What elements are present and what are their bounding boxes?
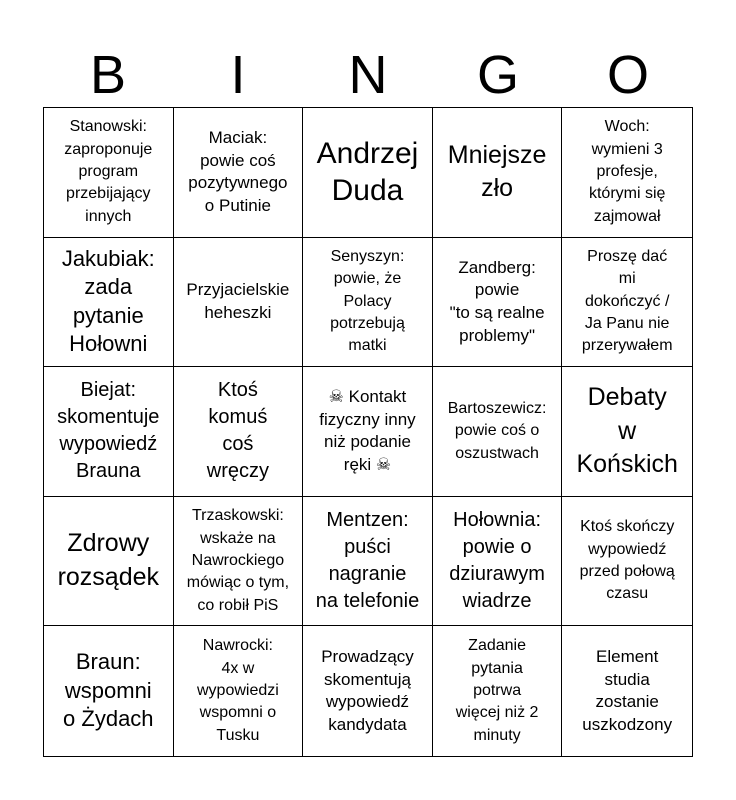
bingo-cell-r2c5[interactable]: Proszę dać mi dokończyć / Ja Panu nie przerywałem	[562, 238, 692, 368]
bingo-grid	[43, 107, 693, 757]
bingo-cell-r3c4[interactable]: Bartoszewicz: powie coś o oszustwach	[433, 367, 563, 497]
bingo-cell-r1c3[interactable]: Andrzej Duda	[303, 108, 433, 238]
bingo-cell-r1c5[interactable]: Woch: wymieni 3 profesje, którymi się zajmował	[562, 108, 692, 238]
bingo-cell-r2c4[interactable]: Zandberg: powie "to są realne problemy"	[433, 238, 563, 368]
header-letter-o: O	[606, 45, 649, 105]
bingo-cell-r1c4[interactable]: Mniejsze zło	[433, 108, 563, 238]
bingo-cell-r2c3[interactable]: Senyszyn: powie, że Polacy potrzebują matki	[303, 238, 433, 368]
bingo-cell-r4c4[interactable]: Hołownia: powie o dziurawym wiadrze	[433, 497, 563, 627]
bingo-cell-r5c5[interactable]: Element studia zostanie uszkodzony	[582, 646, 673, 734]
bingo-cell-r1c2[interactable]: Maciak: powie coś pozytywnego o Putinie	[174, 108, 304, 238]
bingo-cell-r4c3[interactable]: Mentzen: puści nagranie na telefonie	[303, 497, 433, 627]
bingo-cell-r5c3[interactable]: Prowadzący skomentują wypowiedź kandydata	[303, 626, 433, 756]
bingo-cell-r3c5[interactable]: Debaty w Końskich	[562, 367, 692, 497]
header-letter-n: N	[348, 45, 388, 105]
bingo-cell-r5c2[interactable]: Nawrocki: 4x w wypowiedzi wspomni o Tusku	[174, 626, 304, 756]
bingo-cell-r5c4[interactable]: Zadanie pytania potrwa więcej niż 2 minuty	[433, 626, 563, 756]
header-letter-i: I	[230, 45, 246, 105]
header-letter-g: G	[476, 45, 519, 105]
bingo-header	[43, 42, 693, 108]
bingo-cell-r1c1[interactable]: Stanowski: zaproponuje program przebijający innych	[44, 108, 174, 238]
bingo-cell-r4c1[interactable]: Zdrowy rozsądek	[44, 497, 174, 627]
bingo-cell-r4c2[interactable]: Trzaskowski: wskaże na Nawrockiego mówiąc o tym, co robił PiS	[174, 497, 304, 627]
bingo-cell-r4c5[interactable]: Ktoś skończy wypowiedź przed połową czasu	[562, 497, 692, 627]
bingo-cell-r2c1[interactable]: Jakubiak: zada pytanie Hołowni	[44, 238, 174, 368]
bingo-cell-r2c2[interactable]: Przyjacielskie heheszki	[174, 238, 304, 368]
bingo-cell-r3c3[interactable]: ☠ Kontakt fizyczny inny niż podanie ręki ☠	[303, 367, 433, 497]
bingo-cell-r5c1[interactable]: Braun: wspomni o Żydach	[44, 626, 174, 756]
bingo-cell-r3c2[interactable]: Ktoś komuś coś wręczy	[174, 367, 304, 497]
header-letter-b: B	[89, 45, 127, 105]
bingo-cell-r3c1[interactable]: Biejat: skomentuje wypowiedź Brauna	[44, 367, 174, 497]
